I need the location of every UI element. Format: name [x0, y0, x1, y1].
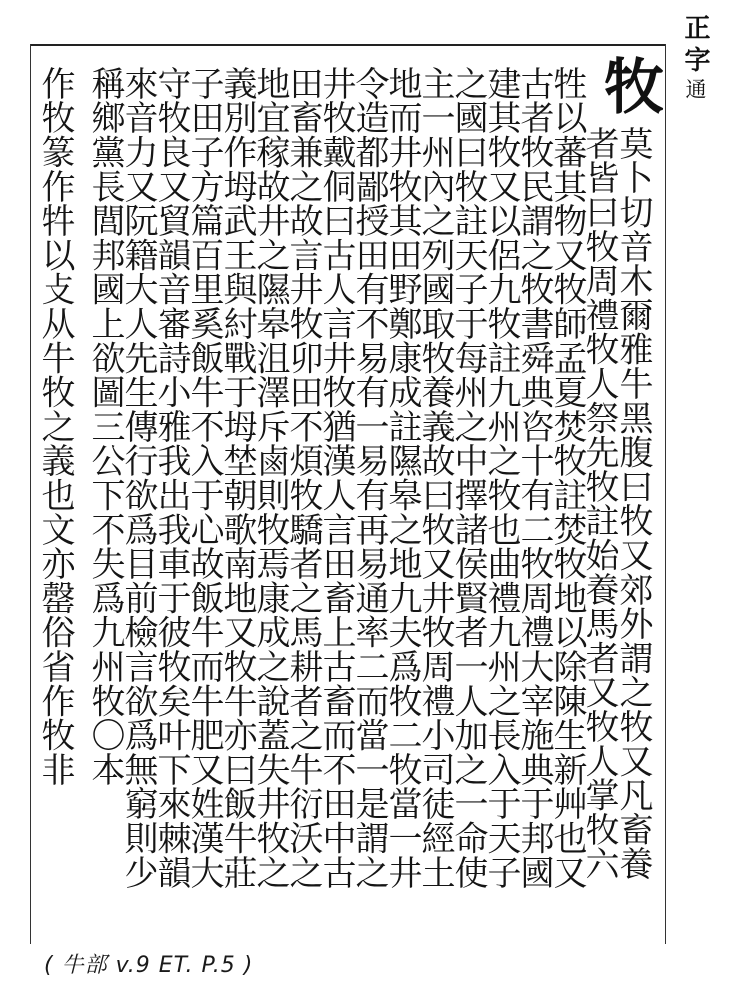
text-column-5: 建其牧又以侶九牧註九州之牧也曲禮九州之長入于天子 [481, 66, 521, 890]
text-column-4: 古者牧民謂之牧書舜典咨十有二牧周禮大宰施典于邦國 [514, 66, 554, 890]
text-column-10: 井牧戴侗曰古人言井牧猶漢人言田畜上古畜而不田中古 [316, 66, 356, 890]
book-title-main: 正字 [680, 14, 710, 78]
frame-rule-right [665, 44, 666, 944]
text-column-18: 作牧篆作牪以攴从牛牧之義也文亦罄俗省作牧非 [35, 66, 75, 787]
text-column-3: 牲以蕃其物又牧師孟夏焚牧註焚牧地以除陳生新艸也又 [547, 66, 587, 890]
text-column-7: 主一州內之列國取牧養義故曰牧又井牧周禮小司徒經土 [415, 66, 455, 890]
text-column-9: 令造都鄙授田有不易有一易有再易通率二而當一是謂之 [349, 66, 389, 890]
text-column-14: 子田子方篇百里奚飯牛不入于心故飯牛而牛肥又姓漢大 [184, 66, 224, 890]
text-column-16: 來音力又阮籍大人先生傳行欲爲目前檢言欲爲無窮則少 [118, 66, 158, 890]
book-title-sub: 通 [683, 78, 707, 105]
frame-rule-left [30, 44, 31, 944]
text-column-13: 義別作坶武王與紂戰于坶埜朝歌南地又牧牛亦曰飯牛莊 [217, 66, 257, 890]
text-column-12: 地宜稼故井之隰皋沮澤斥鹵則牧焉康成之說蓋失井牧之 [250, 66, 290, 890]
text-column-17: 稱鄉黨長閭邦國上欲圖三公下不失爲九州牧〇本 [85, 66, 125, 787]
handwritten-reference-note: ( 牛部 v.9 ET. P.5 ) [44, 953, 254, 978]
text-column-11: 田畜兼之故言井牧卯田不煩牧驕者之馬耕者之牛衍沃之 [283, 66, 323, 890]
entry-head-character: 牧 [604, 53, 664, 123]
text-column-6: 之國曰牧註天子于每州之中擇諸侯賢者一人加之一命使 [448, 66, 488, 890]
text-column-8: 地而井牧其田野鄭康成註隰皋之地九夫爲牧二牧當一井 [382, 66, 422, 890]
text-column-15: 守牧良又貿韻音審詩小雅我出我車于彼牧矣叶下來棘韻 [151, 66, 191, 890]
text-column-1: 莫卜切音木爾雅牛黑腹曰牧又郊外謂之牧又凡畜養 [613, 126, 653, 881]
text-column-2: 者皆曰牧周禮牧人祭先牧註始養馬者又牧人掌牧六 [579, 126, 619, 881]
book-title [682, 14, 708, 105]
